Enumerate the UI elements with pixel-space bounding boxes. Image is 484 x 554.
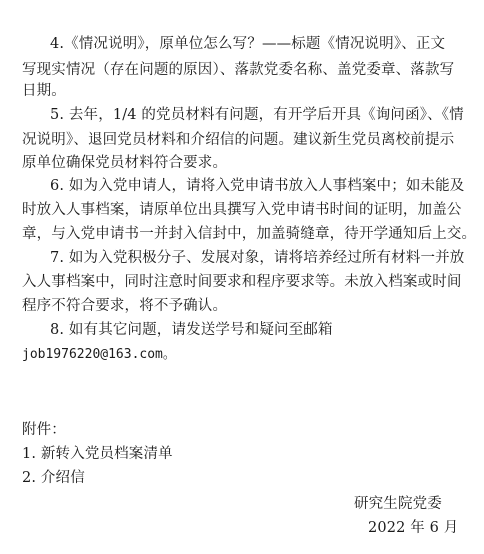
item-4-line-2: 写现实情况（存在问题的原因）、落款党委名称、盖党委章、落款写 <box>22 62 455 78</box>
signature-date: 2022 年 6 月 <box>368 520 459 536</box>
item-8-email-line: job1976220@163.com。 <box>22 347 176 362</box>
attachment-item-1: 1. 新转入党员档案清单 <box>22 446 173 462</box>
item-5-line-1: 5. 去年，1/4 的党员材料有问题，有开学后开具《询问函》、《情 <box>50 107 464 123</box>
item-7-line-2: 入人事档案中，同时注意时间要求和程序要求等。未放入档案或时间 <box>22 274 462 290</box>
item-6-line-2: 时放入人事档案，请原单位出具撰写入党申请书时间的证明，加盖公 <box>22 202 462 218</box>
item-5-line-2: 况说明》、退回党员材料和介绍信的问题。建议新生党员离校前提示 <box>22 132 455 148</box>
item-7-line-1: 7. 如为入党积极分子、发展对象，请将培养经过所有材料一并放 <box>50 250 465 266</box>
item-8-line-1: 8. 如有其它问题，请发送学号和疑问至邮箱 <box>50 322 333 338</box>
item-6-line-1: 6. 如为入党申请人，请将入党申请书放入人事档案中；如未能及 <box>50 178 465 194</box>
item-6-line-3: 章，与入党申请书一并封入信封中，加盖骑缝章，待开学通知后上交。 <box>22 226 477 242</box>
signature-org: 研究生院党委 <box>354 496 442 512</box>
attachment-item-2: 2. 介绍信 <box>22 470 85 486</box>
item-7-line-3: 程序不符合要求，将不予确认。 <box>22 298 228 314</box>
item-4-line-3: 日期。 <box>22 83 66 99</box>
attachments-heading: 附件： <box>22 422 66 438</box>
item-5-line-3: 原单位确保党员材料符合要求。 <box>22 155 228 171</box>
item-4-line-1: 4.《情况说明》，原单位怎么写？——标题《情况说明》、正文 <box>50 36 446 52</box>
